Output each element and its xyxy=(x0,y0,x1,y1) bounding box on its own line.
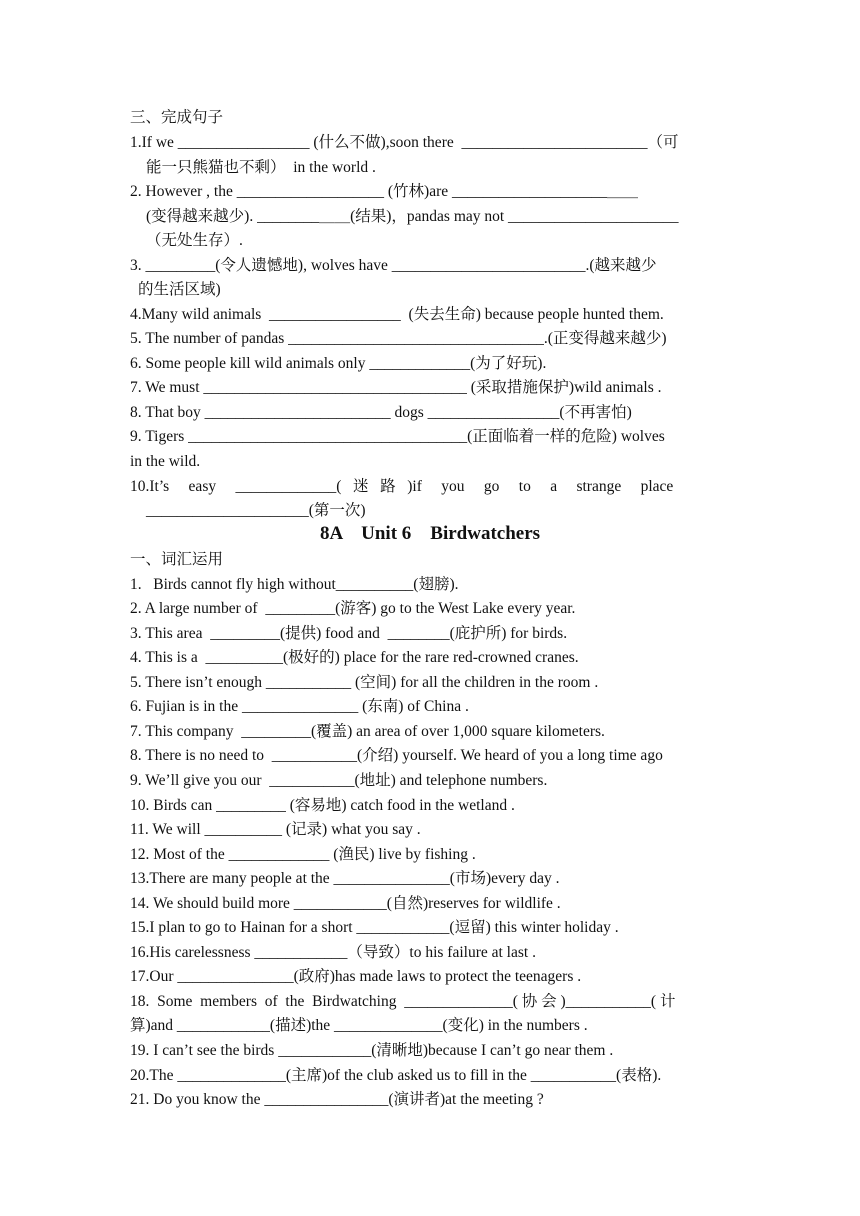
vocab-item: 7. This company _________(覆盖) an area of over 1,000 square kilometers. xyxy=(130,723,605,740)
sentence-line: _____________________(第一次) xyxy=(146,502,366,519)
sentence-line: in the wild. xyxy=(130,453,201,470)
sentence-line: 8. That boy ________________________ dogs _________________(不再害怕) xyxy=(130,404,632,421)
sentence-line: 1.If we _________________ (什么不做),soon there ________________________（可 xyxy=(130,134,679,151)
sentence-line: 4.Many wild animals _________________ (失去生命) because people hunted them. xyxy=(130,306,664,323)
vocab-item: 14. We should build more ____________(自然)reserves for wildlife . xyxy=(130,895,561,912)
vocab-item: 1. Birds cannot fly high without__________(翅膀). xyxy=(130,576,459,593)
sentence-line: 7. We must __________________________________ (采取措施保护)wild animals . xyxy=(130,379,662,396)
vocab-item: 12. Most of the _____________ (渔民) live by fishing . xyxy=(130,846,476,863)
sentence-line: (变得越来越少). ________＿＿(结果)，pandas may not ______________________ xyxy=(146,208,679,225)
sentence-line: 5. The number of pandas _________________________________.(正变得越来越少) xyxy=(130,330,667,347)
vocab-item: 算)and ____________(描述)the ______________(变化) in the numbers . xyxy=(130,1017,588,1034)
vocab-item: 6. Fujian is in the _______________ (东南) of China . xyxy=(130,698,469,715)
vocab-item: 20.The ______________(主席)of the club asked us to fill in the ___________(表格). xyxy=(130,1067,662,1084)
sentence-line: 3. _________(令人遗憾地), wolves have _________________________.(越来越少 xyxy=(130,257,657,274)
vocab-item: 17.Our _______________(政府)has made laws to protect the teenagers . xyxy=(130,968,582,985)
vocab-item: 10. Birds can _________ (容易地) catch food in the wetland . xyxy=(130,797,515,814)
sentence-line: 10.It’s easy _____________( 迷 路 )if you go to a strange place xyxy=(130,478,674,495)
vocab-item: 19. I can’t see the birds ____________(清晰地)because I can’t go near them . xyxy=(130,1042,614,1059)
sentence-line: （无处生存）. xyxy=(146,232,243,249)
sentence-line: 6. Some people kill wild animals only _____________(为了好玩). xyxy=(130,355,547,372)
vocab-item: 16.His carelessness ____________（导致）to his failure at last . xyxy=(130,944,536,961)
vocab-item: 21. Do you know the ________________(演讲者)at the meeting ? xyxy=(130,1091,544,1108)
vocab-item: 13.There are many people at the _______________(市场)every day . xyxy=(130,870,560,887)
unit-title: 8A Unit 6 Birdwatchers xyxy=(319,523,541,544)
vocab-item: 4. This is a __________(极好的) place for the rare red-crowned cranes. xyxy=(130,649,579,666)
section-heading-vocabulary: 一、词汇运用 xyxy=(130,551,224,568)
sentence-line: 的生活区域) xyxy=(138,281,221,298)
sentence-line: 2. However , the ___________________ (竹林)are ____________________＿＿ xyxy=(130,183,638,200)
sentence-line: 9. Tigers ____________________________________(正面临着一样的危险) wolves xyxy=(130,428,665,445)
sentence-line: 能一只熊猫也不剩） in the world . xyxy=(146,159,376,176)
vocab-item: 15.I plan to go to Hainan for a short ____________(逗留) this winter holiday . xyxy=(130,919,619,936)
vocab-item: 18. Some members of the Birdwatching ______________( 协 会 )___________( 计 xyxy=(130,993,676,1010)
section-heading-complete-sentences: 三、完成句子 xyxy=(130,109,224,126)
vocab-item: 9. We’ll give you our ___________(地址) and telephone numbers. xyxy=(130,772,548,789)
vocab-item: 2. A large number of _________(游客) go to the West Lake every year. xyxy=(130,600,576,617)
vocab-item: 3. This area _________(提供) food and ________(庇护所) for birds. xyxy=(130,625,568,642)
vocab-item: 8. There is no need to ___________(介绍) yourself. We heard of you a long time ago xyxy=(130,747,663,764)
vocab-item: 11. We will __________ (记录) what you say . xyxy=(130,821,421,838)
vocab-item: 5. There isn’t enough ___________ (空间) for all the children in the room . xyxy=(130,674,599,691)
